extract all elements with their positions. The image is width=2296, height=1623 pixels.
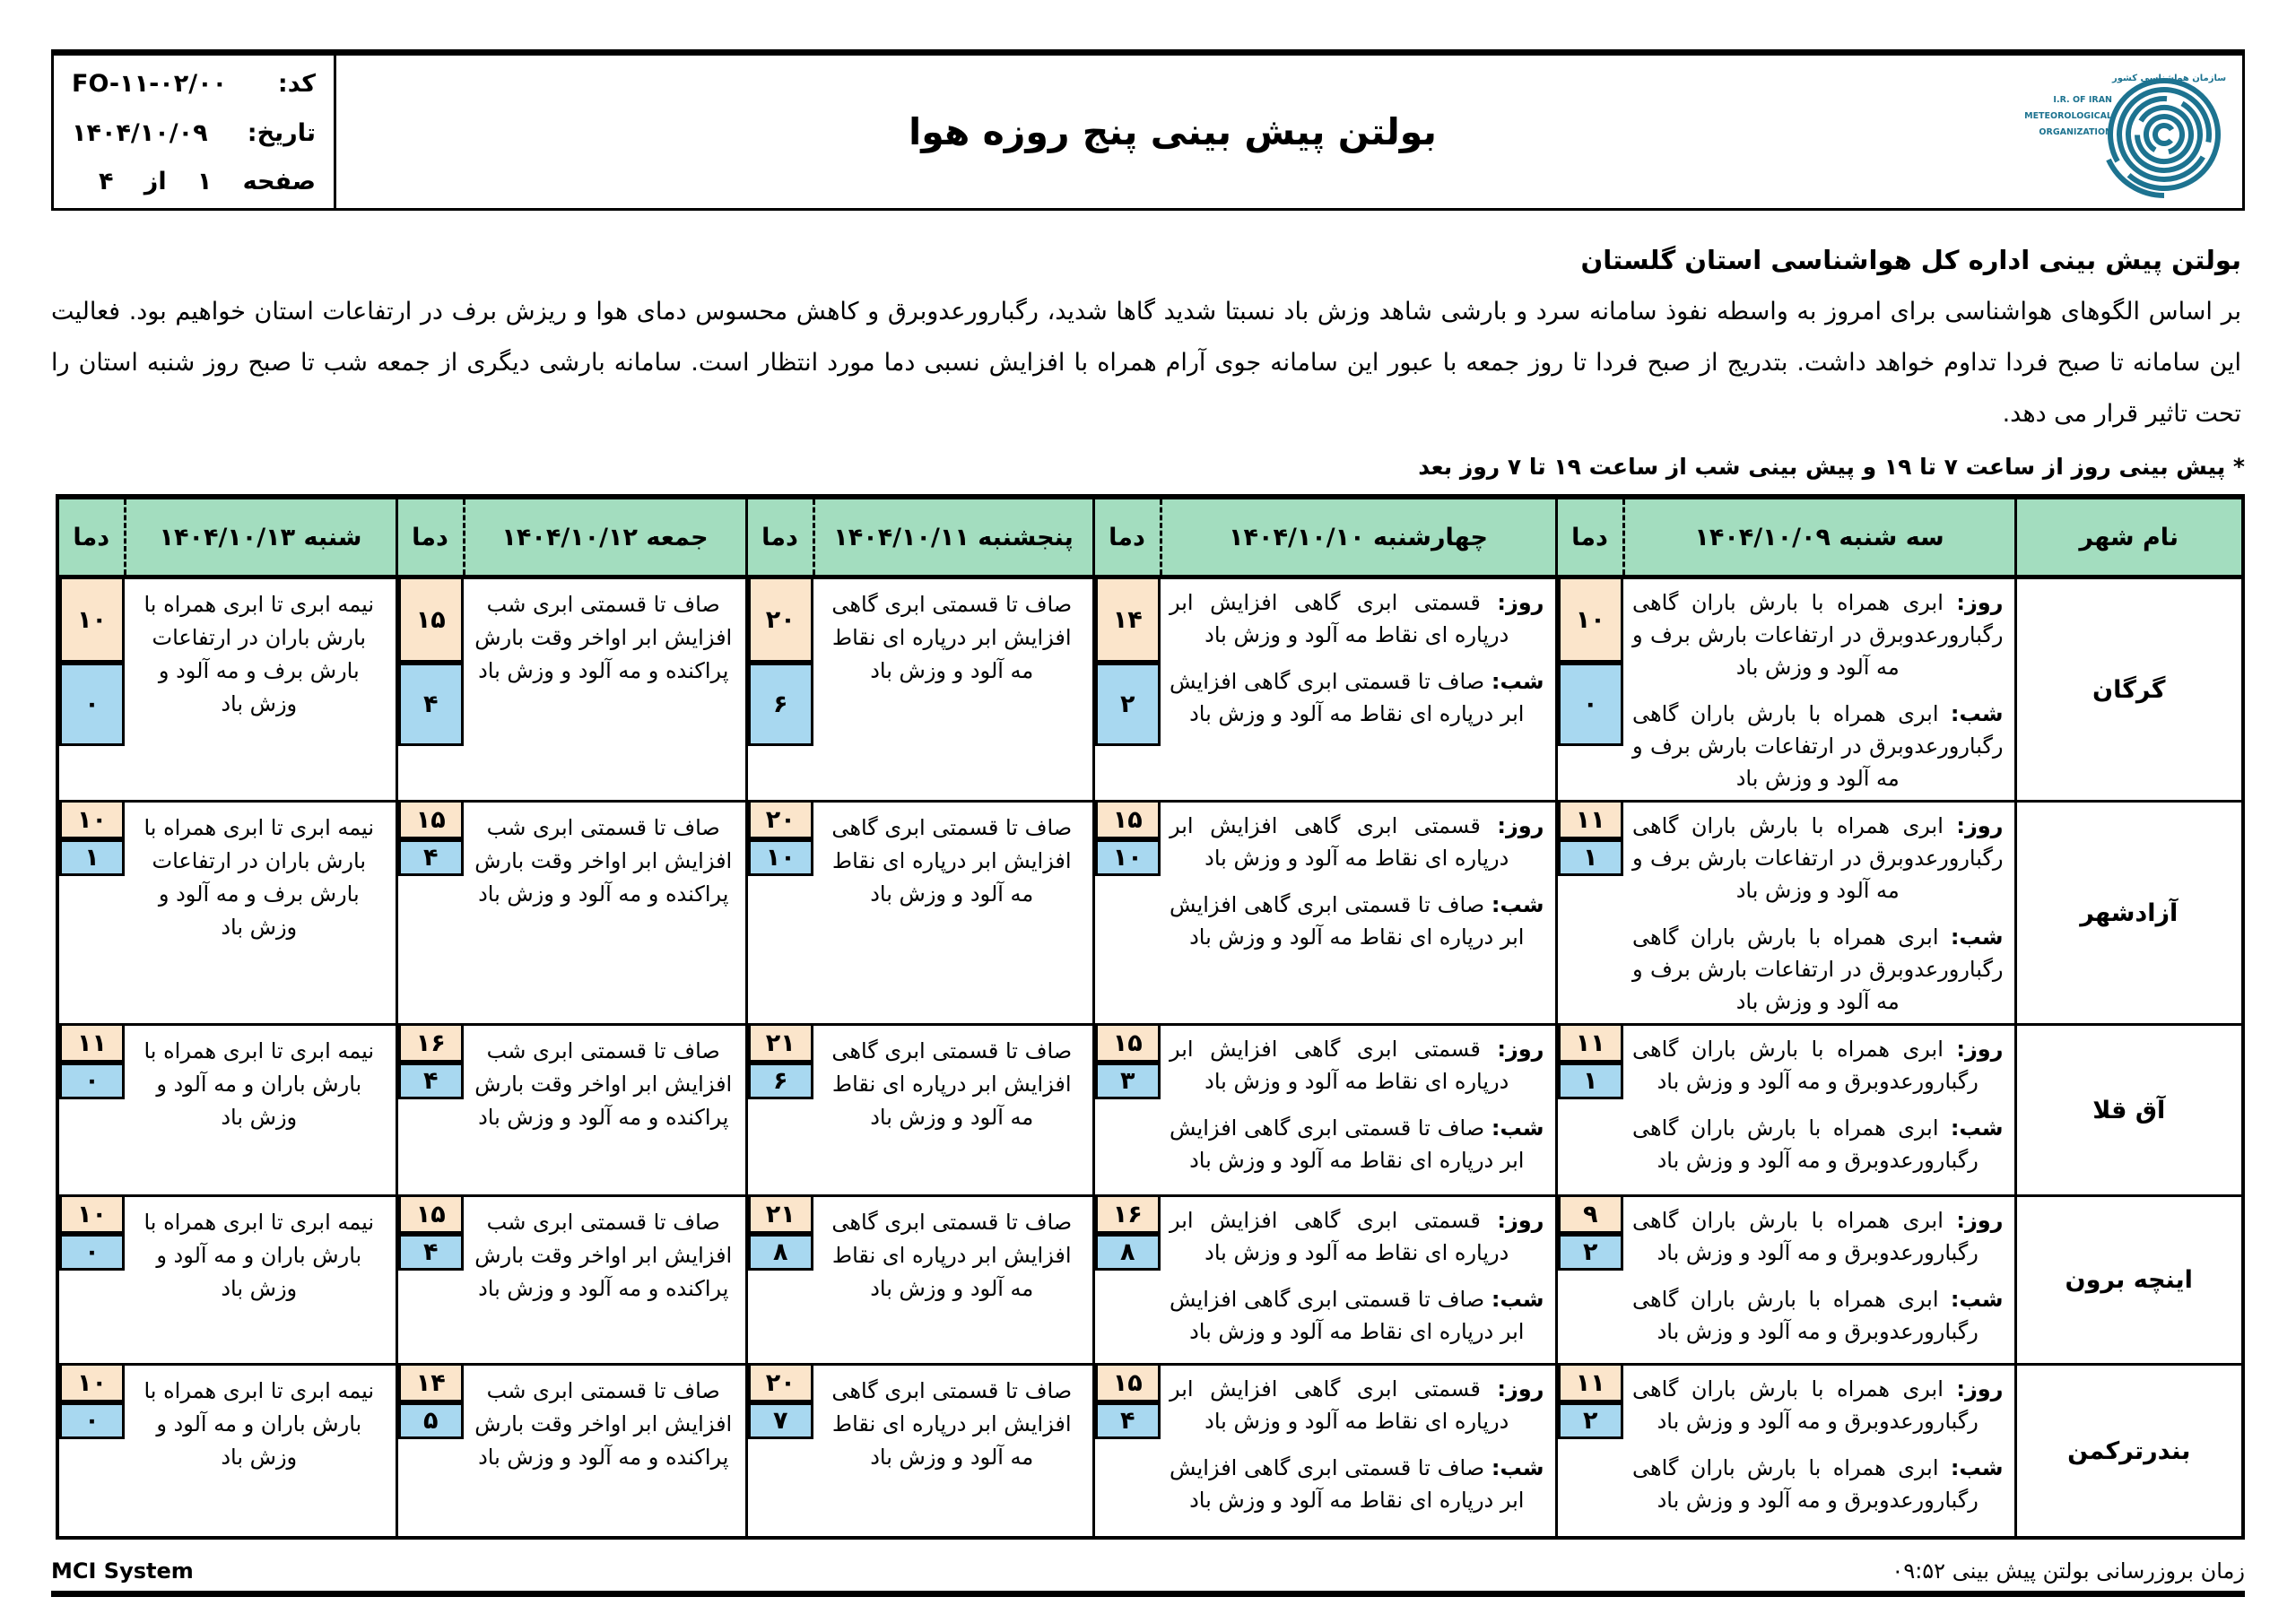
max-temperature: ۱۵ xyxy=(1095,1026,1161,1063)
max-temperature: ۲۰ xyxy=(748,803,814,839)
min-temperature: ۲ xyxy=(1095,663,1161,746)
min-temperature: ۷ xyxy=(748,1402,814,1439)
forecast-hours-note: * پیش بینی روز از ساعت ۷ تا ۱۹ و پیش بینی شب از ساعت ۱۹ تا ۷ روز بعد xyxy=(1418,454,2245,480)
temperature-cell xyxy=(1556,802,1623,1025)
night-forecast-text: شب: صاف تا قسمتی ابری گاهی افزایش ابر درپاره ای نقاط مه آلود و وزش باد xyxy=(1170,1115,1544,1173)
min-temperature: ۶ xyxy=(748,663,814,746)
temp-column-header-0: دما xyxy=(1556,497,1623,577)
temperature-cell xyxy=(396,1196,464,1365)
document-meta-box xyxy=(54,56,336,208)
temperature-cell xyxy=(746,802,813,1025)
code-value: FO-۱۱-۰۲/۰۰ xyxy=(72,70,228,98)
organization-logo xyxy=(2009,56,2242,208)
day-forecast-text: روز: قسمتی ابری گاهی افزایش ابر درپاره ای نقاط مه آلود و وزش باد xyxy=(1170,1037,1544,1094)
temperature-cell xyxy=(746,577,813,802)
day-column-header-4: شنبه ۱۴۰۴/۱۰/۱۳ xyxy=(125,497,396,577)
day-label: روز: xyxy=(1497,813,1544,838)
forecast-text: صاف تا قسمتی ابری شب افزایش ابر اواخر وقت بارش پراکنده و مه آلود و وزش باد xyxy=(474,1378,733,1470)
meteorological-organization-logo-icon xyxy=(2022,61,2229,203)
day-label: روز: xyxy=(1497,590,1544,615)
date-value: ۱۴۰۴/۱۰/۰۹ xyxy=(72,118,208,147)
temperature-cell xyxy=(1093,1365,1161,1539)
temperature-cell xyxy=(57,577,125,802)
night-label: شب: xyxy=(1950,1455,2004,1480)
forecast-text: صاف تا قسمتی ابری گاهی افزایش ابر درپاره ای نقاط مه آلود و وزش باد xyxy=(831,815,1073,907)
max-temperature: ۱۱ xyxy=(1558,1366,1624,1402)
forecast-cell xyxy=(1623,802,2015,1025)
max-temperature: ۱۶ xyxy=(398,1026,465,1063)
meta-code-row xyxy=(72,70,316,98)
section-heading: بولتن پیش بینی اداره کل هواشناسی استان گلستان xyxy=(1580,245,2241,275)
max-temperature: ۱۵ xyxy=(398,803,465,839)
temp-column-header-3: دما xyxy=(396,497,464,577)
day-night-forecast xyxy=(1170,1373,1544,1516)
day-label: روز: xyxy=(1497,1037,1544,1062)
min-temperature: ۴ xyxy=(398,839,465,876)
min-temperature: ۰ xyxy=(59,1234,125,1271)
forecast-cell xyxy=(813,1025,1093,1196)
forecast-text: نیمه ابری تا ابری همراه با بارش باران و مه آلود و وزش باد xyxy=(144,1378,375,1470)
header-row xyxy=(57,497,2243,577)
meta-date-row xyxy=(72,119,316,147)
night-forecast-text: شب: صاف تا قسمتی ابری گاهی افزایش ابر درپاره ای نقاط مه آلود و وزش باد xyxy=(1170,669,1544,726)
max-temperature: ۱۰ xyxy=(59,579,125,663)
forecast-cell xyxy=(813,1365,1093,1539)
page-footer xyxy=(51,1558,2245,1597)
day-night-forecast xyxy=(1632,1204,2004,1348)
city-name: آق قلا xyxy=(2015,1025,2243,1196)
temperature-cell xyxy=(57,1365,125,1539)
temperature-cell xyxy=(396,1025,464,1196)
max-temperature: ۹ xyxy=(1558,1197,1624,1234)
logo-text-line2: METEOROLOGICAL xyxy=(2024,111,2112,121)
max-temperature: ۱۵ xyxy=(398,1197,465,1234)
forecast-text: صاف تا قسمتی ابری گاهی افزایش ابر درپاره ای نقاط مه آلود و وزش باد xyxy=(831,1378,1073,1470)
min-temperature: ۶ xyxy=(748,1063,814,1099)
temperature-cell xyxy=(746,1196,813,1365)
forecast-text: صاف تا قسمتی ابری شب افزایش ابر اواخر وقت بارش پراکنده و مه آلود و وزش باد xyxy=(474,815,733,907)
max-temperature: ۲۰ xyxy=(748,1366,814,1402)
forecast-text: نیمه ابری تا ابری همراه با بارش باران در ارتفاعات بارش برف و مه آلود و وزش باد xyxy=(144,815,375,940)
min-temperature: ۰ xyxy=(1558,663,1624,746)
forecast-text: صاف تا قسمتی ابری گاهی افزایش ابر درپاره ای نقاط مه آلود و وزش باد xyxy=(831,1210,1073,1301)
night-forecast-text: شب: ابری همراه با بارش باران گاهی رگبارورعدوبرق در ارتفاعات بارش برف و مه آلود و وزش باد xyxy=(1632,701,2004,791)
night-forecast-text: شب: ابری همراه با بارش باران گاهی رگبارورعدوبرق و مه آلود و وزش باد xyxy=(1632,1287,2004,1344)
day-forecast-text: روز: ابری همراه با بارش باران گاهی رگبارورعدوبرق و مه آلود و وزش باد xyxy=(1632,1376,2004,1434)
page-total: ۴ xyxy=(99,168,114,195)
night-label: شب: xyxy=(1950,1287,2004,1312)
temp-column-header-1: دما xyxy=(1093,497,1161,577)
min-temperature: ۴ xyxy=(1095,1402,1161,1439)
temperature-cell xyxy=(1556,1196,1623,1365)
forecast-summary-paragraph: بر اساس الگوهای هواشناسی برای امروز به واسطه نفوذ سامانه سرد و بارشی شاهد وزش باد نسبتا شدید گاها شدید، رگبارورعدوبرق و کاهش محسوس دمای هوا و ریزش برف در ارتفاعات استان خواهیم بود. فعالیت این سامانه تا صبح فردا تداوم خواهد داشت. بتدریج از صبح فردا تا روز جمعه با عبور این سامانه جوی آرام همراه با افزایش نسبی دما مورد انتظار است. سامانه بارشی دیگری از جمعه شب تا صبح روز شنبه استان را تحت تاثیر قرار می دهد. xyxy=(51,298,2241,428)
max-temperature: ۲۰ xyxy=(748,579,814,663)
forecast-text: نیمه ابری تا ابری همراه با بارش باران در ارتفاعات بارش برف و مه آلود و وزش باد xyxy=(144,592,375,716)
max-temperature: ۱۵ xyxy=(1095,803,1161,839)
city-row xyxy=(57,802,2243,1025)
night-label: شب: xyxy=(1950,924,2004,950)
day-label: روز: xyxy=(1956,590,2004,615)
night-label: شب: xyxy=(1491,669,1544,694)
forecast-cell xyxy=(464,577,746,802)
max-temperature: ۱۵ xyxy=(1095,1366,1161,1402)
max-temperature: ۱۱ xyxy=(1558,803,1624,839)
min-temperature: ۴ xyxy=(398,663,465,746)
forecast-cell xyxy=(464,802,746,1025)
min-temperature: ۰ xyxy=(59,1063,125,1099)
day-night-forecast xyxy=(1170,586,1544,730)
min-temperature: ۵ xyxy=(398,1402,465,1439)
forecast-cell xyxy=(1161,802,1556,1025)
temperature-cell xyxy=(1556,577,1623,802)
page-number: ۱ xyxy=(196,168,213,195)
forecast-cell xyxy=(1161,1196,1556,1365)
forecast-cell xyxy=(125,1365,396,1539)
temperature-cell xyxy=(746,1365,813,1539)
forecast-cell xyxy=(1623,577,2015,802)
day-night-forecast xyxy=(1170,810,1544,953)
day-forecast-text: روز: ابری همراه با بارش باران گاهی رگبارورعدوبرق و مه آلود و وزش باد xyxy=(1632,1208,2004,1265)
forecast-text: نیمه ابری تا ابری همراه با بارش باران و مه آلود و وزش باد xyxy=(144,1210,375,1301)
night-forecast-text: شب: صاف تا قسمتی ابری گاهی افزایش ابر درپاره ای نقاط مه آلود و وزش باد xyxy=(1170,1455,1544,1513)
temp-column-header-4: دما xyxy=(57,497,125,577)
meta-page-row xyxy=(72,168,316,195)
max-temperature: ۱۱ xyxy=(1558,1026,1624,1063)
day-column-header-1: چهارشنبه ۱۴۰۴/۱۰/۱۰ xyxy=(1161,497,1556,577)
max-temperature: ۲۱ xyxy=(748,1026,814,1063)
city-name: گرگان xyxy=(2015,577,2243,802)
min-temperature: ۰ xyxy=(59,1402,125,1439)
document-header xyxy=(51,49,2245,211)
day-column-header-2: پنجشنبه ۱۴۰۴/۱۰/۱۱ xyxy=(813,497,1093,577)
city-row xyxy=(57,1196,2243,1365)
city-name: آزادشهر xyxy=(2015,802,2243,1025)
forecast-table xyxy=(56,494,2245,1540)
night-label: شب: xyxy=(1950,701,2004,726)
day-label: روز: xyxy=(1497,1208,1544,1233)
min-temperature: ۱۰ xyxy=(748,839,814,876)
day-label: روز: xyxy=(1497,1376,1544,1402)
day-night-forecast xyxy=(1170,1033,1544,1176)
temperature-cell xyxy=(1093,577,1161,802)
min-temperature: ۲ xyxy=(1558,1402,1624,1439)
forecast-cell xyxy=(125,802,396,1025)
forecast-text: نیمه ابری تا ابری همراه با بارش باران و مه آلود و وزش باد xyxy=(144,1038,375,1130)
day-column-header-0: سه شنبه ۱۴۰۴/۱۰/۰۹ xyxy=(1623,497,2015,577)
date-label: تاریخ: xyxy=(247,118,316,147)
forecast-cell xyxy=(1161,1025,1556,1196)
temperature-cell xyxy=(1093,802,1161,1025)
day-label: روز: xyxy=(1956,813,2004,838)
max-temperature: ۱۴ xyxy=(398,1366,465,1402)
min-temperature: ۸ xyxy=(1095,1234,1161,1271)
forecast-cell xyxy=(464,1196,746,1365)
footer-divider xyxy=(51,1591,2245,1597)
city-name: اینچه برون xyxy=(2015,1196,2243,1365)
day-forecast-text: روز: قسمتی ابری گاهی افزایش ابر درپاره ای نقاط مه آلود و وزش باد xyxy=(1170,590,1544,647)
city-name: بندرترکمن xyxy=(2015,1365,2243,1539)
max-temperature: ۱۵ xyxy=(398,579,465,663)
max-temperature: ۲۱ xyxy=(748,1197,814,1234)
day-label: روز: xyxy=(1956,1376,2004,1402)
forecast-text: صاف تا قسمتی ابری شب افزایش ابر اواخر وقت بارش پراکنده و مه آلود و وزش باد xyxy=(474,592,733,683)
min-temperature: ۲ xyxy=(1558,1234,1624,1271)
day-forecast-text: روز: ابری همراه با بارش باران گاهی رگبارورعدوبرق در ارتفاعات بارش برف و مه آلود و وزش باد xyxy=(1632,590,2004,680)
forecast-cell xyxy=(813,577,1093,802)
temperature-cell xyxy=(746,1025,813,1196)
temperature-cell xyxy=(57,1196,125,1365)
bulletin-update-time: زمان بروزرسانی بولتن پیش بینی ۰۹:۵۲ xyxy=(1892,1558,2245,1584)
day-label: روز: xyxy=(1956,1208,2004,1233)
page-label: صفحه xyxy=(242,168,316,195)
temperature-cell xyxy=(1093,1196,1161,1365)
max-temperature: ۱۰ xyxy=(59,1366,125,1402)
day-forecast-text: روز: ابری همراه با بارش باران گاهی رگبارورعدوبرق در ارتفاعات بارش برف و مه آلود و وزش باد xyxy=(1632,813,2004,903)
forecast-cell xyxy=(1623,1025,2015,1196)
night-forecast-text: شب: ابری همراه با بارش باران گاهی رگبارورعدوبرق و مه آلود و وزش باد xyxy=(1632,1455,2004,1513)
city-row xyxy=(57,1025,2243,1196)
page-of-label: از xyxy=(144,168,167,195)
temperature-cell xyxy=(1556,1365,1623,1539)
temperature-cell xyxy=(1556,1025,1623,1196)
title-area xyxy=(336,56,2009,208)
logo-text-line3: ORGANIZATION xyxy=(2039,127,2112,137)
night-label: شب: xyxy=(1491,1455,1544,1480)
document-title: بولتن پیش بینی پنج روزه هوا xyxy=(909,110,1437,153)
min-temperature: ۳ xyxy=(1095,1063,1161,1099)
day-forecast-text: روز: قسمتی ابری گاهی افزایش ابر درپاره ای نقاط مه آلود و وزش باد xyxy=(1170,1208,1544,1265)
night-label: شب: xyxy=(1491,1287,1544,1312)
table-body xyxy=(57,577,2243,1539)
city-column-header: نام شهر xyxy=(2015,497,2243,577)
max-temperature: ۱۱ xyxy=(59,1026,125,1063)
night-forecast-text: شب: ابری همراه با بارش باران گاهی رگبارورعدوبرق در ارتفاعات بارش برف و مه آلود و وزش باد xyxy=(1632,924,2004,1014)
max-temperature: ۱۴ xyxy=(1095,579,1161,663)
min-temperature: ۱۰ xyxy=(1095,839,1161,876)
min-temperature: ۱ xyxy=(59,839,125,876)
forecast-text: صاف تا قسمتی ابری شب افزایش ابر اواخر وقت بارش پراکنده و مه آلود و وزش باد xyxy=(474,1038,733,1130)
temperature-cell xyxy=(396,802,464,1025)
day-night-forecast xyxy=(1632,1033,2004,1176)
day-forecast-text: روز: قسمتی ابری گاهی افزایش ابر درپاره ای نقاط مه آلود و وزش باد xyxy=(1170,1376,1544,1434)
forecast-cell xyxy=(125,577,396,802)
night-forecast-text: شب: صاف تا قسمتی ابری گاهی افزایش ابر درپاره ای نقاط مه آلود و وزش باد xyxy=(1170,1287,1544,1344)
temp-column-header-2: دما xyxy=(746,497,813,577)
logo-text-line1: I.R. OF IRAN xyxy=(2053,95,2112,105)
forecast-cell xyxy=(464,1025,746,1196)
min-temperature: ۸ xyxy=(748,1234,814,1271)
night-forecast-text: شب: ابری همراه با بارش باران گاهی رگبارورعدوبرق و مه آلود و وزش باد xyxy=(1632,1115,2004,1173)
temperature-cell xyxy=(396,1365,464,1539)
day-forecast-text: روز: قسمتی ابری گاهی افزایش ابر درپاره ای نقاط مه آلود و وزش باد xyxy=(1170,813,1544,871)
night-label: شب: xyxy=(1950,1115,2004,1141)
forecast-cell xyxy=(1161,577,1556,802)
day-column-header-3: جمعه ۱۴۰۴/۱۰/۱۲ xyxy=(464,497,746,577)
day-night-forecast xyxy=(1632,1373,2004,1516)
max-temperature: ۱۰ xyxy=(59,1197,125,1234)
forecast-text: صاف تا قسمتی ابری گاهی افزایش ابر درپاره ای نقاط مه آلود و وزش باد xyxy=(831,592,1073,683)
forecast-cell xyxy=(1623,1365,2015,1539)
temperature-cell xyxy=(57,802,125,1025)
max-temperature: ۱۶ xyxy=(1095,1197,1161,1234)
temperature-cell xyxy=(1093,1025,1161,1196)
night-forecast-text: شب: صاف تا قسمتی ابری گاهی افزایش ابر درپاره ای نقاط مه آلود و وزش باد xyxy=(1170,892,1544,950)
city-row xyxy=(57,1365,2243,1539)
forecast-text: صاف تا قسمتی ابری گاهی افزایش ابر درپاره ای نقاط مه آلود و وزش باد xyxy=(831,1038,1073,1130)
table-header xyxy=(57,497,2243,577)
max-temperature: ۱۰ xyxy=(1558,579,1624,663)
temperature-cell xyxy=(57,1025,125,1196)
forecast-cell xyxy=(1161,1365,1556,1539)
day-forecast-text: روز: ابری همراه با بارش باران گاهی رگبارورعدوبرق و مه آلود و وزش باد xyxy=(1632,1037,2004,1094)
forecast-cell xyxy=(464,1365,746,1539)
min-temperature: ۱ xyxy=(1558,839,1624,876)
forecast-table-container xyxy=(51,494,2245,1540)
code-label: کد: xyxy=(277,70,316,98)
city-row xyxy=(57,577,2243,802)
min-temperature: ۱ xyxy=(1558,1063,1624,1099)
night-label: شب: xyxy=(1491,892,1544,917)
day-label: روز: xyxy=(1956,1037,2004,1062)
system-name: MCI System xyxy=(51,1558,194,1584)
forecast-cell xyxy=(1623,1196,2015,1365)
night-label: شب: xyxy=(1491,1115,1544,1141)
max-temperature: ۱۰ xyxy=(59,803,125,839)
day-night-forecast xyxy=(1632,810,2004,1018)
min-temperature: ۴ xyxy=(398,1063,465,1099)
min-temperature: ۴ xyxy=(398,1234,465,1271)
day-night-forecast xyxy=(1170,1204,1544,1348)
day-night-forecast xyxy=(1632,586,2004,794)
logo-text-fa: سازمان هواشناسی کشور xyxy=(2112,74,2227,83)
forecast-cell xyxy=(125,1025,396,1196)
forecast-cell xyxy=(813,1196,1093,1365)
min-temperature: ۰ xyxy=(59,663,125,746)
temperature-cell xyxy=(396,577,464,802)
forecast-cell xyxy=(125,1196,396,1365)
forecast-cell xyxy=(813,802,1093,1025)
forecast-text: صاف تا قسمتی ابری شب افزایش ابر اواخر وقت بارش پراکنده و مه آلود و وزش باد xyxy=(474,1210,733,1301)
